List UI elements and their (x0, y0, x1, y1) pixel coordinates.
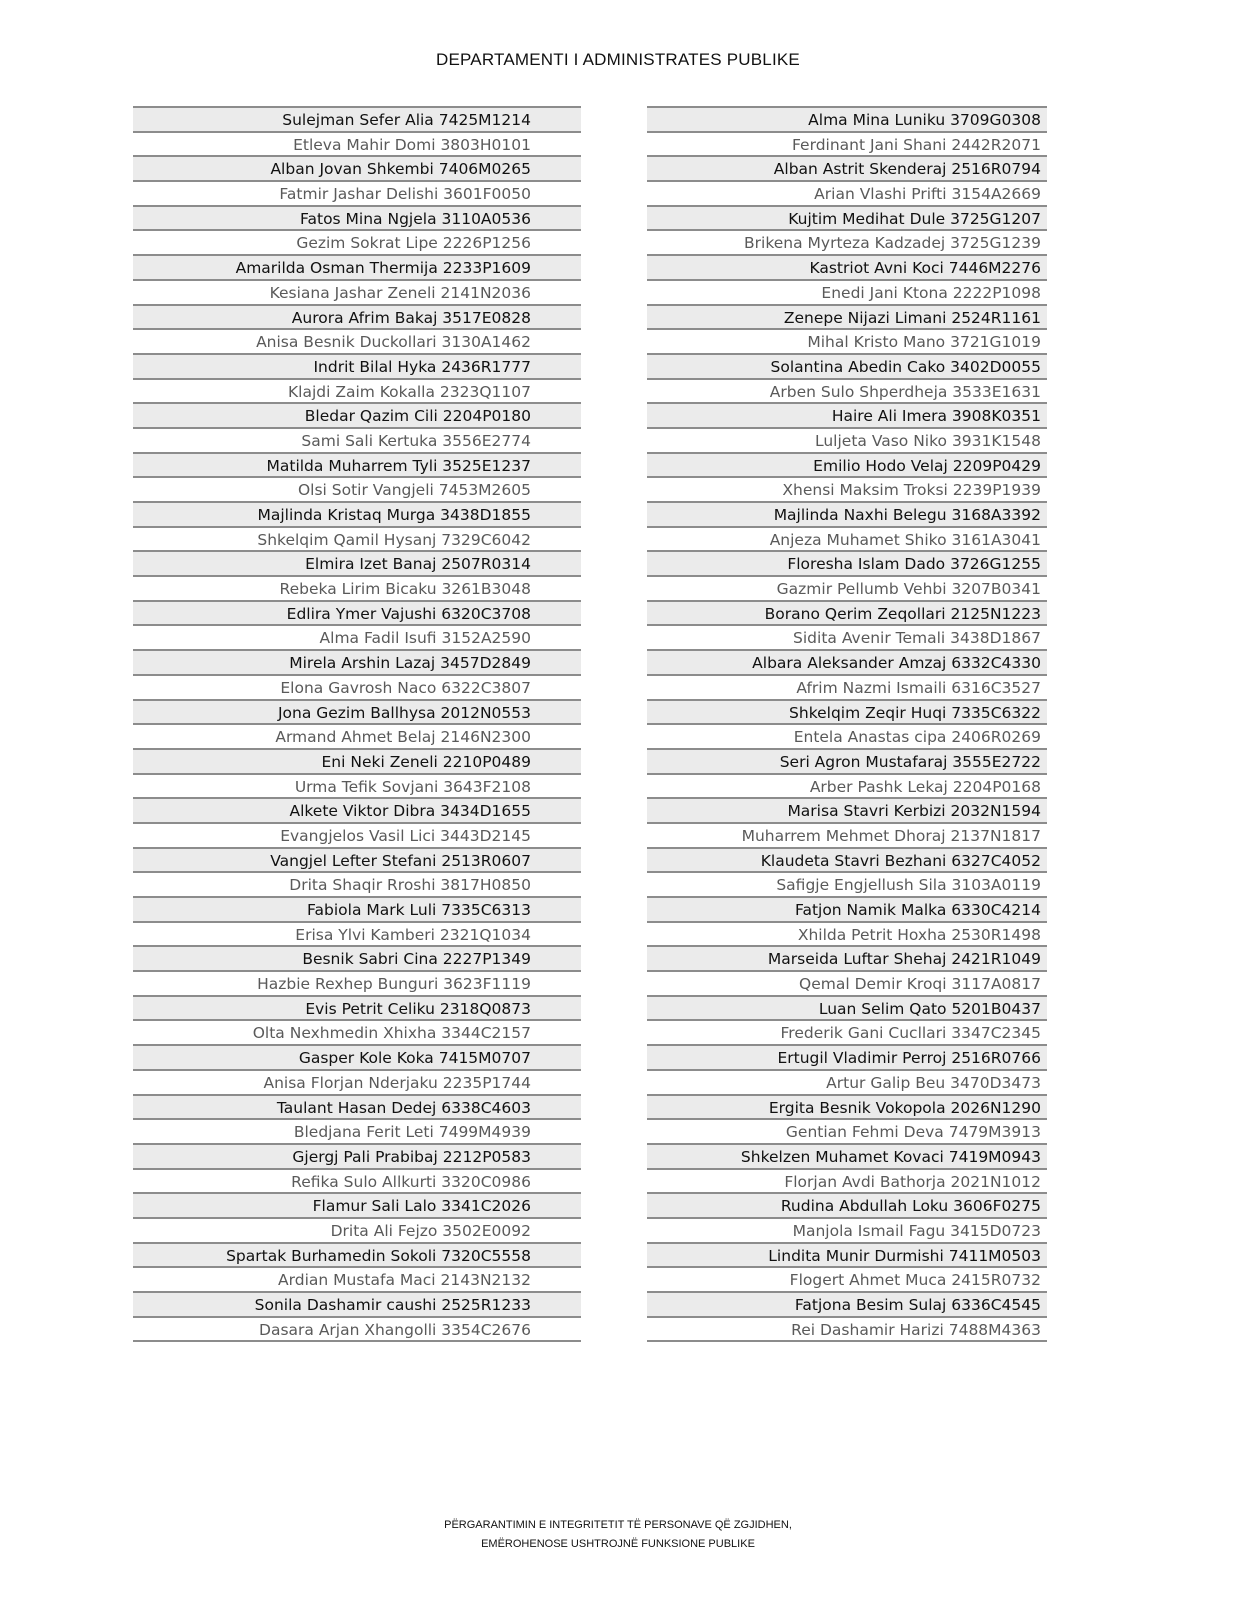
list-item: Emilio Hodo Velaj 2209P0429 (647, 454, 1047, 479)
list-item: Shkelqim Qamil Hysanj 7329C6042 (133, 528, 581, 553)
list-item: Matilda Muharrem Tyli 3525E1237 (133, 454, 581, 479)
list-item: Entela Anastas cipa 2406R0269 (647, 725, 1047, 750)
list-item: Fatjona Besim Sulaj 6336C4545 (647, 1293, 1047, 1318)
list-item: Etleva Mahir Domi 3803H0101 (133, 133, 581, 158)
list-item: Erisa Ylvi Kamberi 2321Q1034 (133, 923, 581, 948)
list-item: Flogert Ahmet Muca 2415R0732 (647, 1268, 1047, 1293)
list-item: Ergita Besnik Vokopola 2026N1290 (647, 1096, 1047, 1121)
list-item: Indrit Bilal Hyka 2436R1777 (133, 355, 581, 380)
footer (0, 1516, 1236, 1554)
list-item: Kesiana Jashar Zeneli 2141N2036 (133, 281, 581, 306)
list-item: Anjeza Muhamet Shiko 3161A3041 (647, 528, 1047, 553)
list-item: Xhilda Petrit Hoxha 2530R1498 (647, 923, 1047, 948)
list-item: Amarilda Osman Thermija 2233P1609 (133, 256, 581, 281)
list-item: Anisa Florjan Nderjaku 2235P1744 (133, 1071, 581, 1096)
footer-line-1: PËRGARANTIMIN E INTEGRITETIT TË PERSONAVE QË ZGJIDHEN, (444, 1519, 792, 1531)
list-item: Mirela Arshin Lazaj 3457D2849 (133, 651, 581, 676)
list-item: Enedi Jani Ktona 2222P1098 (647, 281, 1047, 306)
list-item: Eni Neki Zeneli 2210P0489 (133, 750, 581, 775)
list-item: Flamur Sali Lalo 3341C2026 (133, 1194, 581, 1219)
list-item: Xhensi Maksim Troksi 2239P1939 (647, 478, 1047, 503)
footer-line-2: EMËROHENOSE USHTROJNË FUNKSIONE PUBLIKE (481, 1538, 755, 1550)
list-item: Arian Vlashi Prifti 3154A2669 (647, 182, 1047, 207)
list-item: Sulejman Sefer Alia 7425M1214 (133, 108, 581, 133)
list-item: Jona Gezim Ballhysa 2012N0553 (133, 701, 581, 726)
list-item: Ardian Mustafa Maci 2143N2132 (133, 1268, 581, 1293)
list-item: Bledar Qazim Cili 2204P0180 (133, 404, 581, 429)
list-item: Klaudeta Stavri Bezhani 6327C4052 (647, 849, 1047, 874)
list-item: Armand Ahmet Belaj 2146N2300 (133, 725, 581, 750)
list-item: Shkelzen Muhamet Kovaci 7419M0943 (647, 1145, 1047, 1170)
list-item: Florjan Avdi Bathorja 2021N1012 (647, 1170, 1047, 1195)
list-item: Brikena Myrteza Kadzadej 3725G1239 (647, 231, 1047, 256)
list-item: Drita Shaqir Rroshi 3817H0850 (133, 873, 581, 898)
list-item: Rei Dashamir Harizi 7488M4363 (647, 1318, 1047, 1343)
list-item: Alma Fadil Isufi 3152A2590 (133, 626, 581, 651)
list-item: Hazbie Rexhep Bunguri 3623F1119 (133, 972, 581, 997)
list-item: Spartak Burhamedin Sokoli 7320C5558 (133, 1244, 581, 1269)
list-item: Gazmir Pellumb Vehbi 3207B0341 (647, 577, 1047, 602)
list-item: Ertugil Vladimir Perroj 2516R0766 (647, 1046, 1047, 1071)
list-item: Urma Tefik Sovjani 3643F2108 (133, 775, 581, 800)
list-item: Gjergj Pali Prabibaj 2212P0583 (133, 1145, 581, 1170)
list-item: Mihal Kristo Mano 3721G1019 (647, 330, 1047, 355)
list-item: Marisa Stavri Kerbizi 2032N1594 (647, 799, 1047, 824)
list-item: Kastriot Avni Koci 7446M2276 (647, 256, 1047, 281)
list-item: Alma Mina Luniku 3709G0308 (647, 108, 1047, 133)
list-item: Haire Ali Imera 3908K0351 (647, 404, 1047, 429)
list-item: Evis Petrit Celiku 2318Q0873 (133, 997, 581, 1022)
right-name-list (647, 106, 1047, 1342)
list-item: Seri Agron Mustafaraj 3555E2722 (647, 750, 1047, 775)
list-item: Alban Jovan Shkembi 7406M0265 (133, 157, 581, 182)
list-item: Zenepe Nijazi Limani 2524R1161 (647, 306, 1047, 331)
list-item: Muharrem Mehmet Dhoraj 2137N1817 (647, 824, 1047, 849)
list-item: Safigje Engjellush Sila 3103A0119 (647, 873, 1047, 898)
list-item: Rebeka Lirim Bicaku 3261B3048 (133, 577, 581, 602)
list-item: Marseida Luftar Shehaj 2421R1049 (647, 947, 1047, 972)
list-item: Gasper Kole Koka 7415M0707 (133, 1046, 581, 1071)
page-title: DEPARTAMENTI I ADMINISTRATES PUBLIKE (436, 50, 800, 69)
list-item: Lindita Munir Durmishi 7411M0503 (647, 1244, 1047, 1269)
list-item: Sidita Avenir Temali 3438D1867 (647, 626, 1047, 651)
list-item: Arben Sulo Shperdheja 3533E1631 (647, 380, 1047, 405)
list-item: Floresha Islam Dado 3726G1255 (647, 552, 1047, 577)
list-item: Besnik Sabri Cina 2227P1349 (133, 947, 581, 972)
list-item: Afrim Nazmi Ismaili 6316C3527 (647, 676, 1047, 701)
list-item: Fatjon Namik Malka 6330C4214 (647, 898, 1047, 923)
list-item: Arber Pashk Lekaj 2204P0168 (647, 775, 1047, 800)
list-item: Albara Aleksander Amzaj 6332C4330 (647, 651, 1047, 676)
list-item: Fatos Mina Ngjela 3110A0536 (133, 207, 581, 232)
list-item: Drita Ali Fejzo 3502E0092 (133, 1219, 581, 1244)
list-item: Borano Qerim Zeqollari 2125N1223 (647, 602, 1047, 627)
list-item: Aurora Afrim Bakaj 3517E0828 (133, 306, 581, 331)
list-item: Elmira Izet Banaj 2507R0314 (133, 552, 581, 577)
list-item: Evangjelos Vasil Lici 3443D2145 (133, 824, 581, 849)
list-item: Gezim Sokrat Lipe 2226P1256 (133, 231, 581, 256)
list-item: Kujtim Medihat Dule 3725G1207 (647, 207, 1047, 232)
list-item: Alban Astrit Skenderaj 2516R0794 (647, 157, 1047, 182)
list-item: Refika Sulo Allkurti 3320C0986 (133, 1170, 581, 1195)
list-item: Vangjel Lefter Stefani 2513R0607 (133, 849, 581, 874)
list-item: Gentian Fehmi Deva 7479M3913 (647, 1120, 1047, 1145)
list-item: Klajdi Zaim Kokalla 2323Q1107 (133, 380, 581, 405)
list-item: Anisa Besnik Duckollari 3130A1462 (133, 330, 581, 355)
list-item: Shkelqim Zeqir Huqi 7335C6322 (647, 701, 1047, 726)
list-item: Sami Sali Kertuka 3556E2774 (133, 429, 581, 454)
list-item: Artur Galip Beu 3470D3473 (647, 1071, 1047, 1096)
list-item: Ferdinant Jani Shani 2442R2071 (647, 133, 1047, 158)
left-name-list (133, 106, 581, 1342)
list-item: Rudina Abdullah Loku 3606F0275 (647, 1194, 1047, 1219)
list-item: Luljeta Vaso Niko 3931K1548 (647, 429, 1047, 454)
list-item: Elona Gavrosh Naco 6322C3807 (133, 676, 581, 701)
list-item: Qemal Demir Kroqi 3117A0817 (647, 972, 1047, 997)
list-item: Olsi Sotir Vangjeli 7453M2605 (133, 478, 581, 503)
list-item: Bledjana Ferit Leti 7499M4939 (133, 1120, 581, 1145)
list-item: Edlira Ymer Vajushi 6320C3708 (133, 602, 581, 627)
list-item: Alkete Viktor Dibra 3434D1655 (133, 799, 581, 824)
list-item: Luan Selim Qato 5201B0437 (647, 997, 1047, 1022)
list-item: Fabiola Mark Luli 7335C6313 (133, 898, 581, 923)
list-item: Fatmir Jashar Delishi 3601F0050 (133, 182, 581, 207)
list-item: Majlinda Naxhi Belegu 3168A3392 (647, 503, 1047, 528)
list-item: Majlinda Kristaq Murga 3438D1855 (133, 503, 581, 528)
list-item: Sonila Dashamir caushi 2525R1233 (133, 1293, 581, 1318)
list-item: Solantina Abedin Cako 3402D0055 (647, 355, 1047, 380)
list-item: Manjola Ismail Fagu 3415D0723 (647, 1219, 1047, 1244)
list-item: Dasara Arjan Xhangolli 3354C2676 (133, 1318, 581, 1343)
list-item: Frederik Gani Cucllari 3347C2345 (647, 1021, 1047, 1046)
list-item: Olta Nexhmedin Xhixha 3344C2157 (133, 1021, 581, 1046)
list-item: Taulant Hasan Dedej 6338C4603 (133, 1096, 581, 1121)
